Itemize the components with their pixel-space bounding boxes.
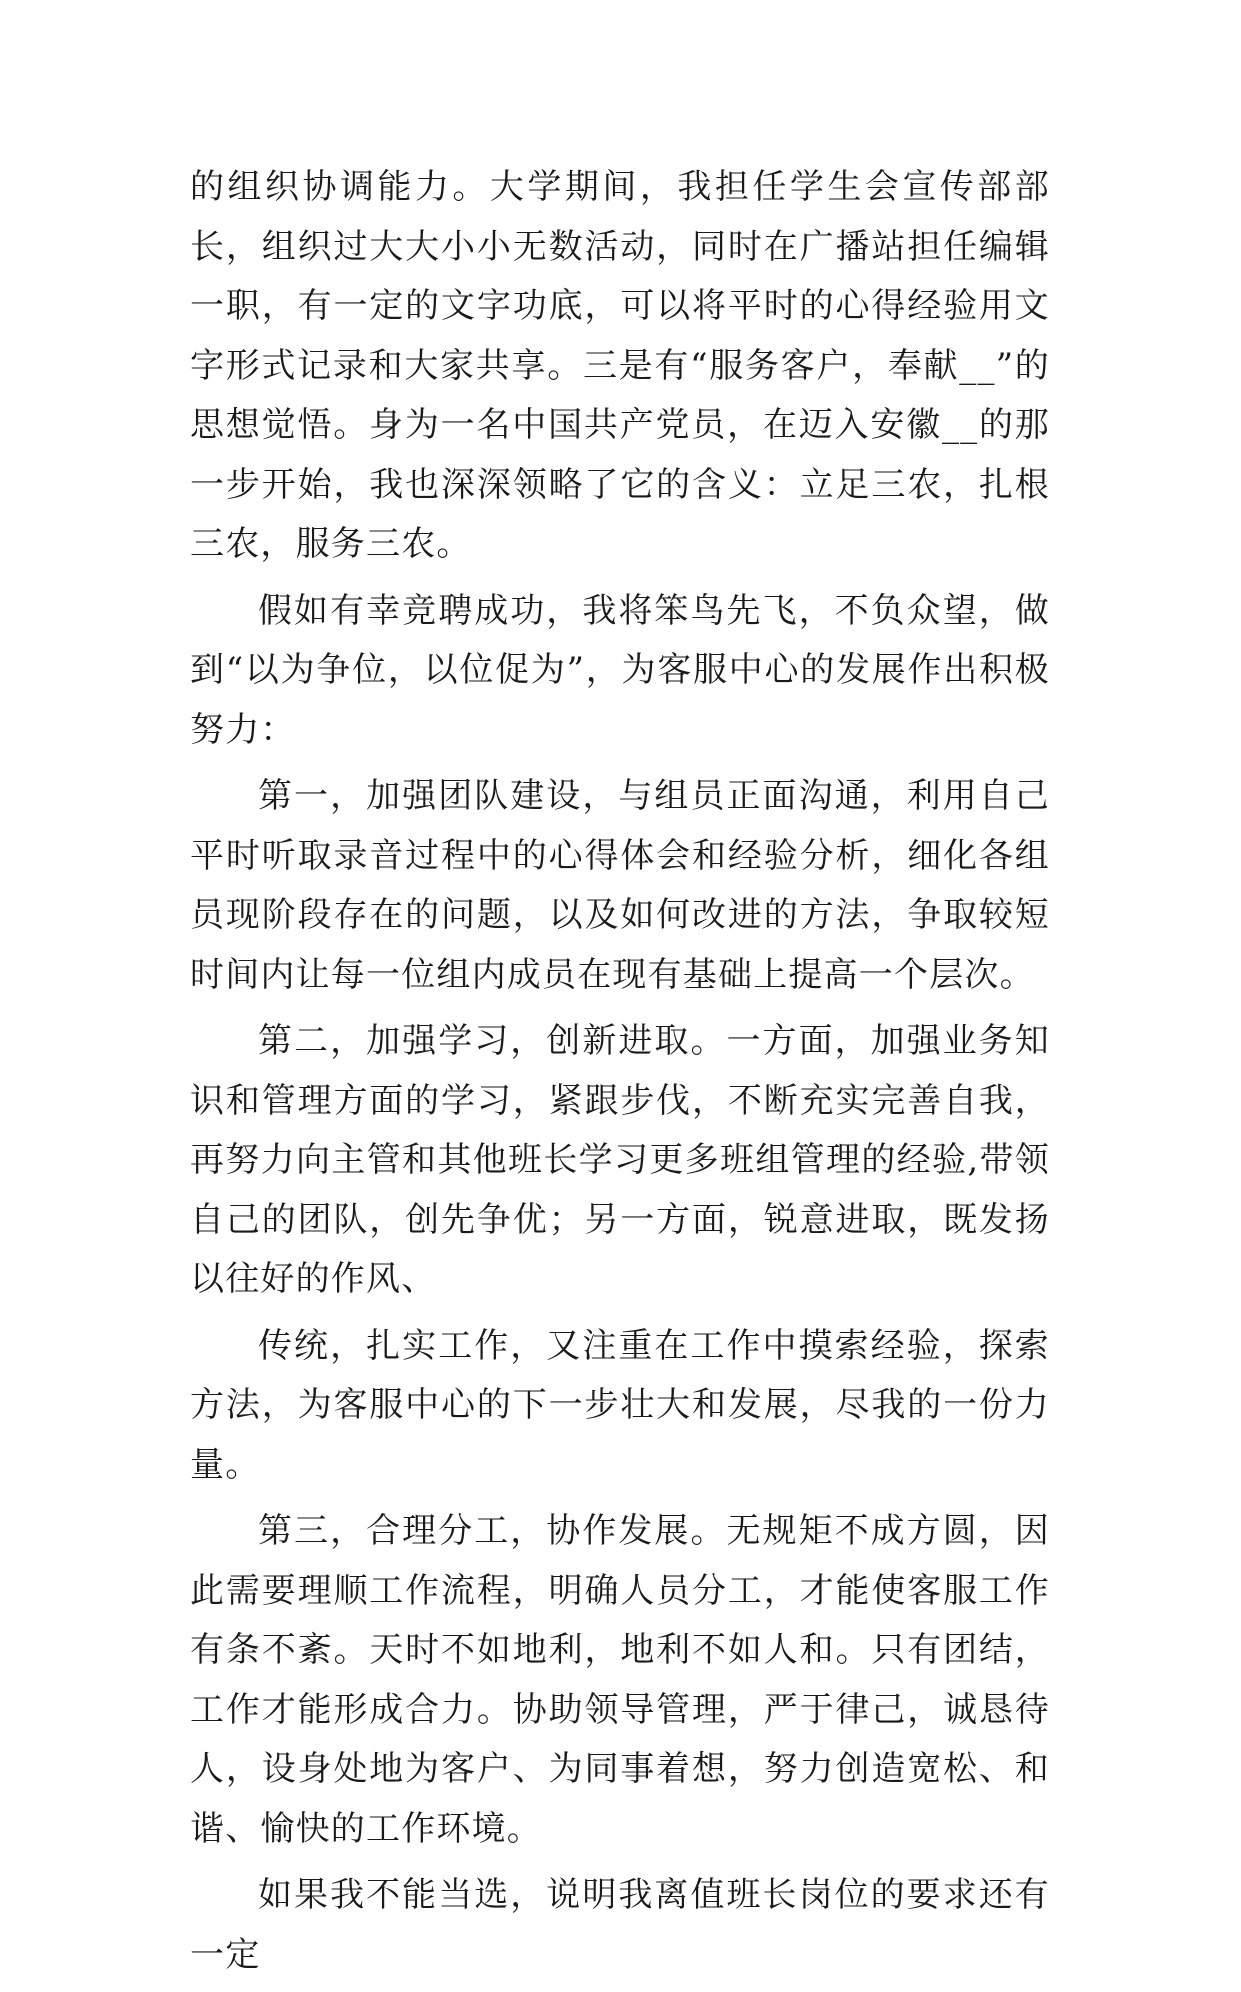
paragraph-first-point: 第一，加强团队建设，与组员正面沟通，利用自己平时听取录音过程中的心得体会和经验分析，细化各组员现阶段存在的问题，以及如何改进的方法，争取较短时间内让每一位组内成员在现有基础上提高一个层次。	[190, 776, 1050, 995]
paragraph-if-successful: 假如有幸竞聘成功，我将笨鸟先飞，不负众望，做到“以为争位，以位促为”，为客服中心的发展作出积极努力：	[190, 590, 1050, 750]
document-page	[190, 158, 1050, 1992]
paragraph-second-point: 第二，加强学习，创新进取。一方面，加强业务知识和管理方面的学习，紧跟步伐，不断充实完善自我，再努力向主管和其他班长学习更多班组管理的经验,带领自己的团队，创先争优；另一方面，锐意进取，既发扬以往好的作风、	[190, 1021, 1050, 1299]
paragraph-third-point: 第三，合理分工，协作发展。无规矩不成方圆，因此需要理顺工作流程，明确人员分工，才能使客服工作有条不紊。天时不如地利，地利不如人和。只有团结，工作才能形成合力。协助领导管理，严于律己，诚恳待人，设身处地为客户、为同事着想，努力创造宽松、和谐、愉快的工作环境。	[190, 1511, 1050, 1849]
paragraph-continuation: 的组织协调能力。大学期间，我担任学生会宣传部部长，组织过大大小小无数活动，同时在广播站担任编辑一职，有一定的文字功底，可以将平时的心得经验用文字形式记录和大家共享。三是有“服务客户，奉献__”的思想觉悟。身为一名中国共产党员，在迈入安徽__的那一步开始，我也深深领略了它的含义：立足三农，扎根三农，服务三农。	[190, 167, 1050, 564]
paragraph-second-point-continued: 传统，扎实工作，又注重在工作中摸索经验，探索方法，为客服中心的下一步壮大和发展，尽我的一份力量。	[190, 1325, 1050, 1485]
paragraph-if-not-elected: 如果我不能当选，说明我离值班长岗位的要求还有一定	[190, 1875, 1050, 1975]
